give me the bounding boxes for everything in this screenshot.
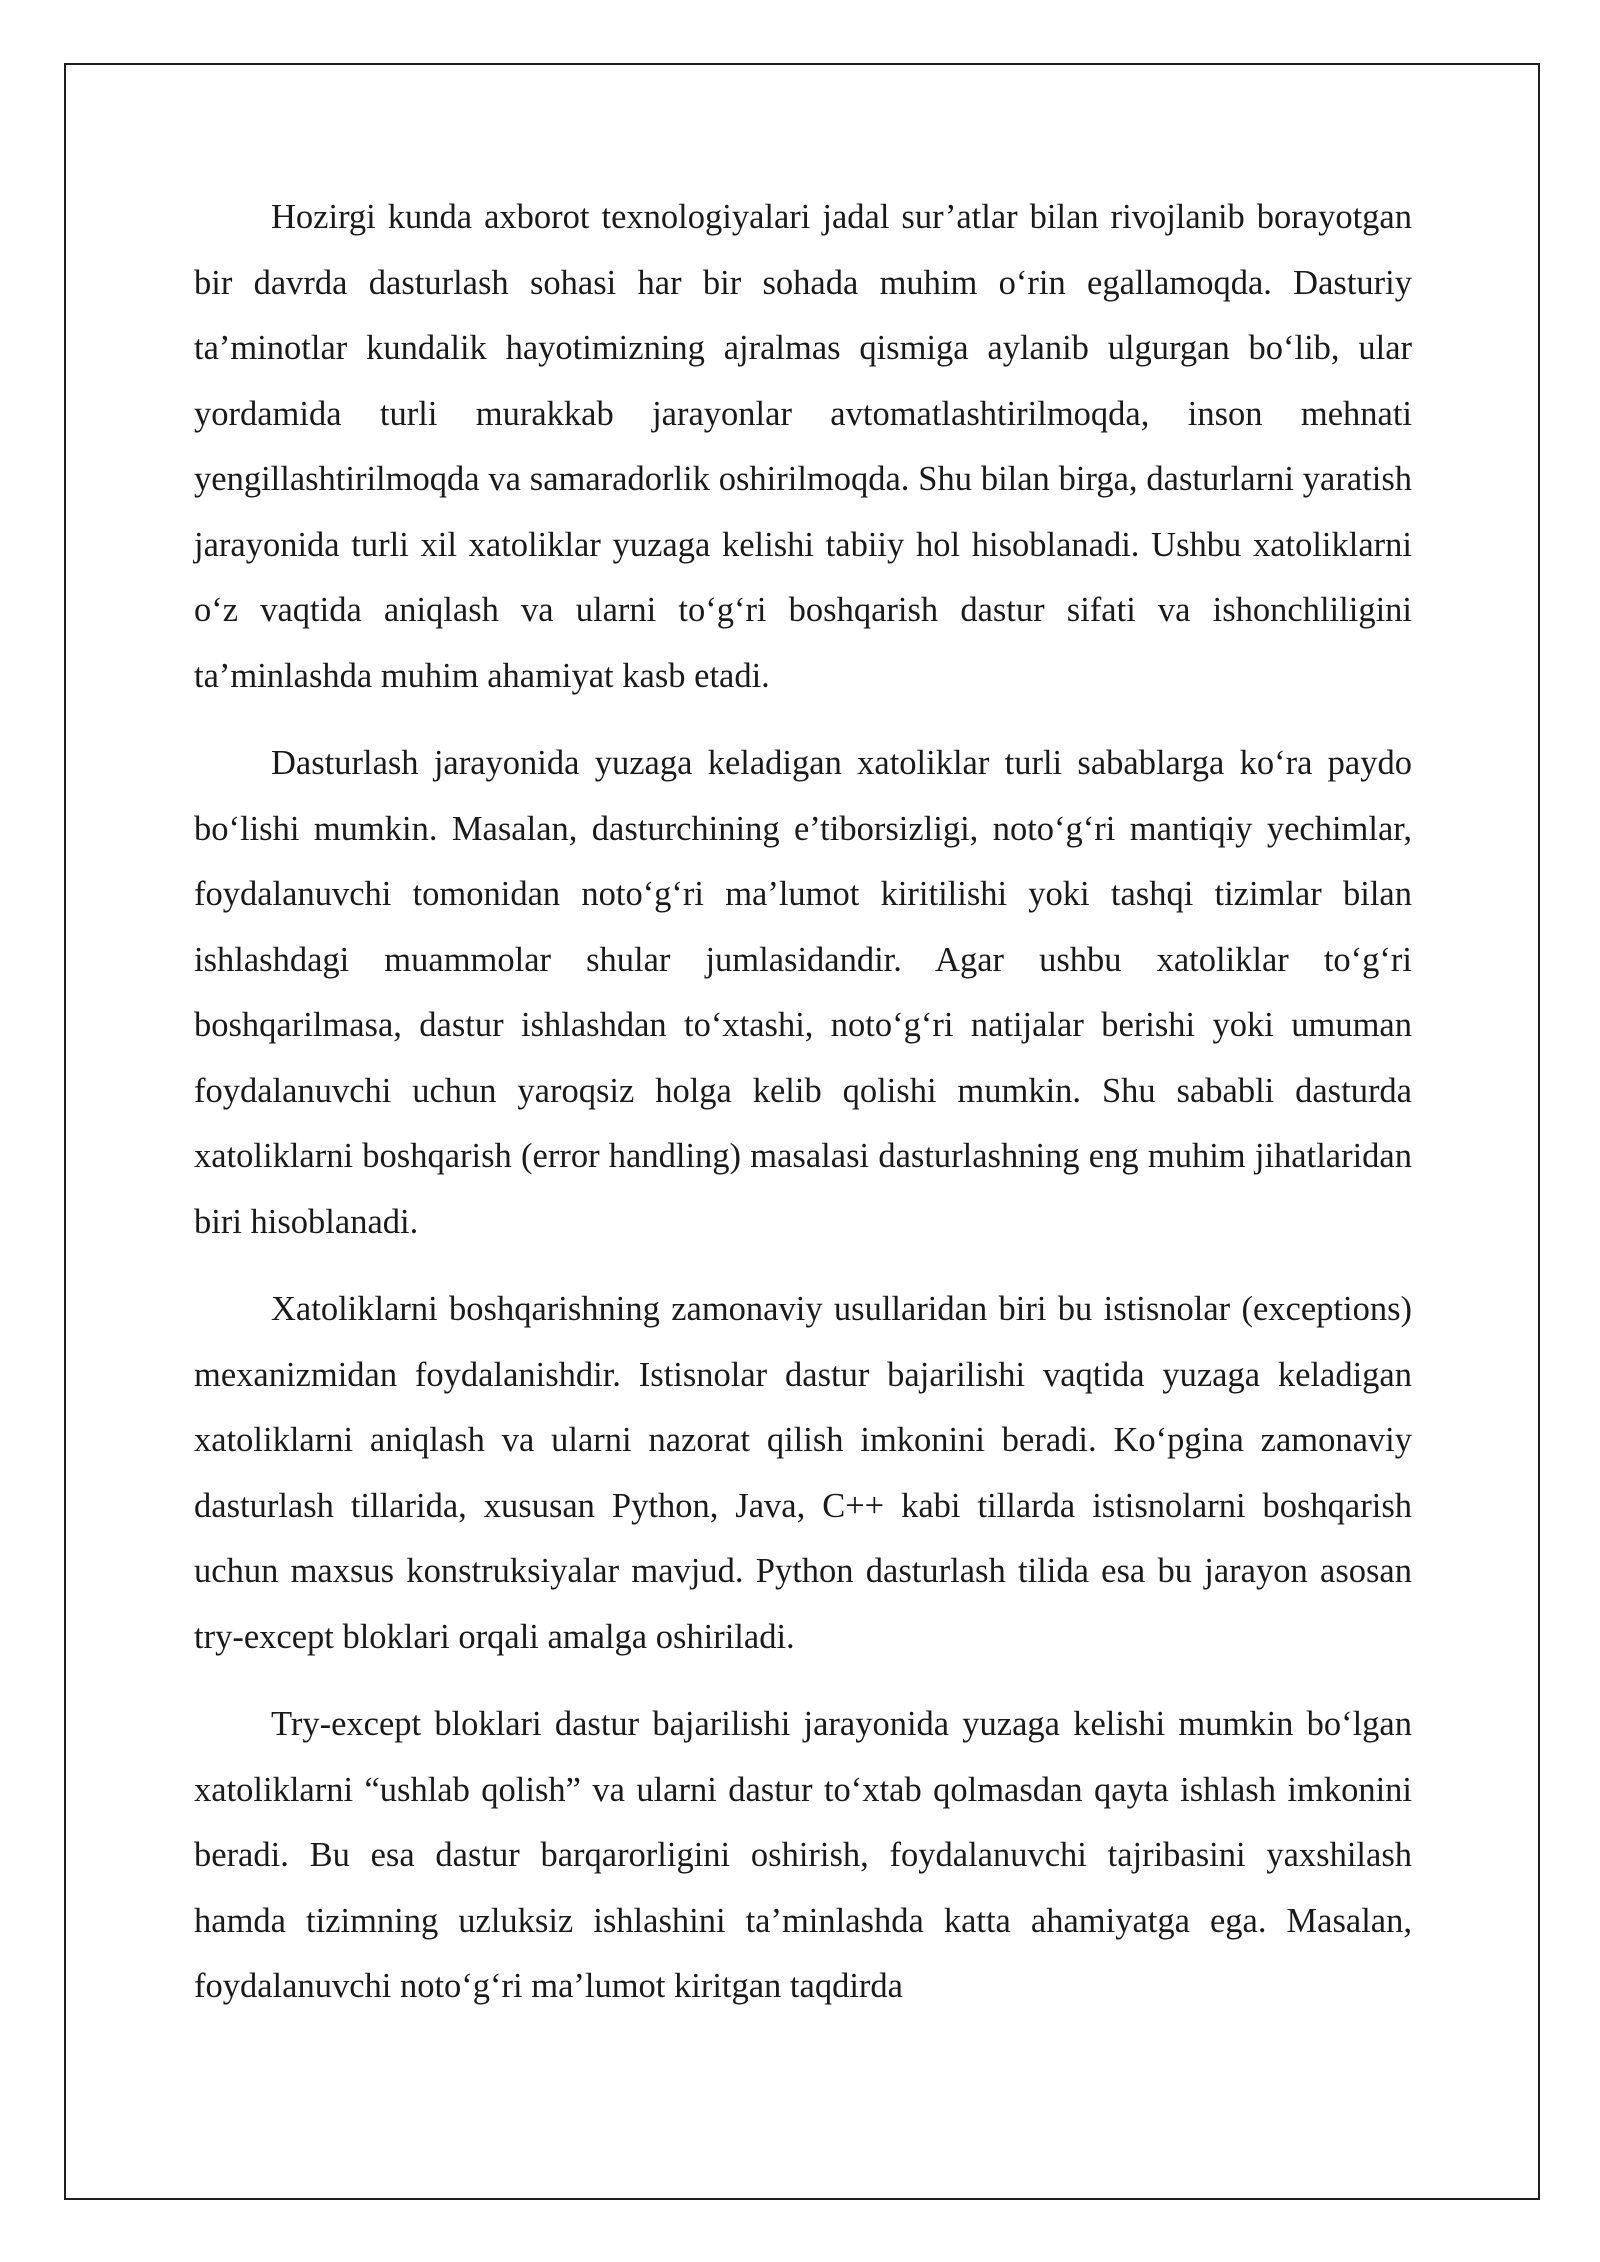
paragraph-3: Xatoliklarni boshqarishning zamonaviy usullaridan biri bu istisnolar (exceptions) mexanizmidan foydalanishdir. Istisnolar dastur bajarilishi vaqtida yuzaga keladigan xatoliklarni aniqlash va ularni nazorat qilish imkonini beradi. Ko‘pgina zamonaviy dasturlash tillarida, xususan Python, Java, C++ kabi tillarda istisnolarni boshqarish uchun maxsus konstruksiyalar mavjud. Python dasturlash tilida esa bu jarayon asosan try-except bloklari orqali amalga oshiriladi. [194, 1290, 1412, 1656]
paragraph-1: Hozirgi kunda axborot texnologiyalari jadal sur’atlar bilan rivojlanib borayotgan bir davrda dasturlash sohasi har bir sohada muhim o‘rin egallamoqda. Dasturiy ta’minotlar kundalik hayotimizning ajralmas qismiga aylanib ulgurgan bo‘lib, ular yordamida turli murakkab jarayonlar avtomatlashtirilmoqda, inson mehnati yengillashtirilmoqda va samaradorlik oshirilmoqda. Shu bilan birga, dasturlarni yaratish jarayonida turli xil xatoliklar yuzaga kelishi tabiiy hol hisoblanadi. Ushbu xatoliklarni o‘z vaqtida aniqlash va ularni to‘g‘ri boshqarish dastur sifati va ishonchliligini ta’minlashda muhim ahamiyat kasb etadi. [194, 198, 1412, 695]
document-body [194, 185, 1412, 2042]
paragraph-2: Dasturlash jarayonida yuzaga keladigan xatoliklar turli sabablarga ko‘ra paydo bo‘lishi mumkin. Masalan, dasturchining e’tiborsizligi, noto‘g‘ri mantiqiy yechimlar, foydalanuvchi tomonidan noto‘g‘ri ma’lumot kiritilishi yoki tashqi tizimlar bilan ishlashdagi muammolar shular jumlasidandir. Agar ushbu xatoliklar to‘g‘ri boshqarilmasa, dastur ishlashdan to‘xtashi, noto‘g‘ri natijalar berishi yoki umuman foydalanuvchi uchun yaroqsiz holga kelib qolishi mumkin. Shu sababli dasturda xatoliklarni boshqarish (error handling) masalasi dasturlashning eng muhim jihatlaridan biri hisoblanadi. [194, 744, 1412, 1241]
paragraph-4: Try-except bloklari dastur bajarilishi jarayonida yuzaga kelishi mumkin bo‘lgan xatoliklarni “ushlab qolish” va ularni dastur to‘xtab qolmasdan qayta ishlash imkonini beradi. Bu esa dastur barqarorligini oshirish, foydalanuvchi tajribasini yaxshilash hamda tizimning uzluksiz ishlashini ta’minlashda katta ahamiyatga ega. Masalan, foydalanuvchi noto‘g‘ri ma’lumot kiritgan taqdirda [194, 1705, 1412, 2005]
